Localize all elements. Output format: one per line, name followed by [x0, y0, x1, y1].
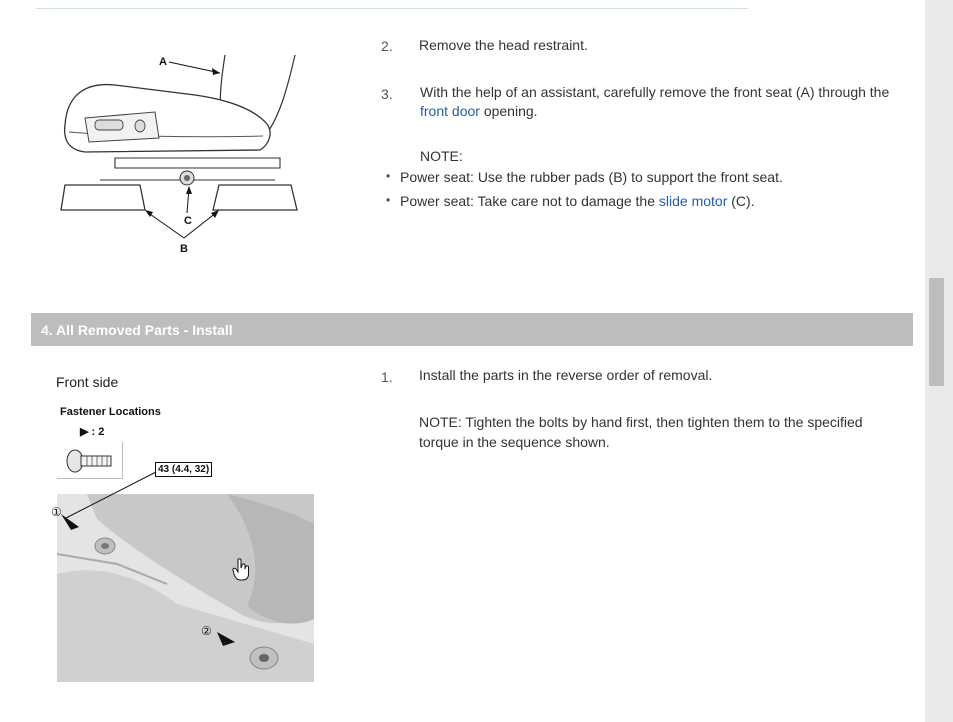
figure-label-c: C — [184, 215, 192, 227]
note-bullet: Power seat: Use the rubber pads (B) to support the front seat. — [400, 169, 783, 185]
front-side-heading: Front side — [56, 374, 119, 390]
torque-spec: 43 (4.4, 32) — [155, 462, 212, 477]
note-bullet-2 — [400, 192, 755, 211]
seat-removal-figure — [55, 40, 305, 260]
step-number: 1. — [381, 369, 393, 385]
step-text: opening. — [479, 103, 538, 119]
fastener-count: ▶ : 2 — [80, 426, 105, 438]
step-text: With the help of an assistant, carefully remove the front seat (A) through the — [420, 84, 890, 100]
bolt-marker-1: ① — [51, 505, 62, 519]
note-text: Power seat: Take care not to damage the — [400, 193, 659, 209]
install-step-text: Install the parts in the reverse order of removal. — [419, 367, 713, 383]
section-header — [31, 313, 913, 346]
note-label: NOTE: — [420, 148, 463, 164]
step-number: 2. — [381, 38, 393, 54]
section-title: 4. All Removed Parts - Install — [41, 322, 233, 338]
torque-leader-line — [60, 470, 160, 530]
hand-cursor-icon — [232, 558, 252, 582]
step-text-3 — [420, 83, 910, 121]
bullet-dot: • — [386, 169, 391, 183]
note-text: (C). — [727, 193, 755, 209]
top-divider — [36, 8, 748, 9]
bullet-dot: • — [386, 193, 391, 207]
bolt-marker-2: ② — [201, 624, 212, 638]
step-number: 3. — [381, 86, 393, 102]
figure-label-a: A — [159, 56, 167, 68]
install-note: NOTE: Tighten the bolts by hand first, then tighten them to the specified torque in the sequence shown. — [419, 414, 863, 450]
front-door-link[interactable]: front door — [420, 103, 480, 119]
fastener-title: Fastener Locations — [60, 406, 161, 418]
figure-label-b: B — [180, 243, 188, 255]
step-text: Remove the head restraint. — [419, 37, 588, 53]
scrollbar-thumb[interactable] — [929, 278, 944, 386]
slide-motor-link[interactable]: slide motor — [658, 193, 728, 209]
